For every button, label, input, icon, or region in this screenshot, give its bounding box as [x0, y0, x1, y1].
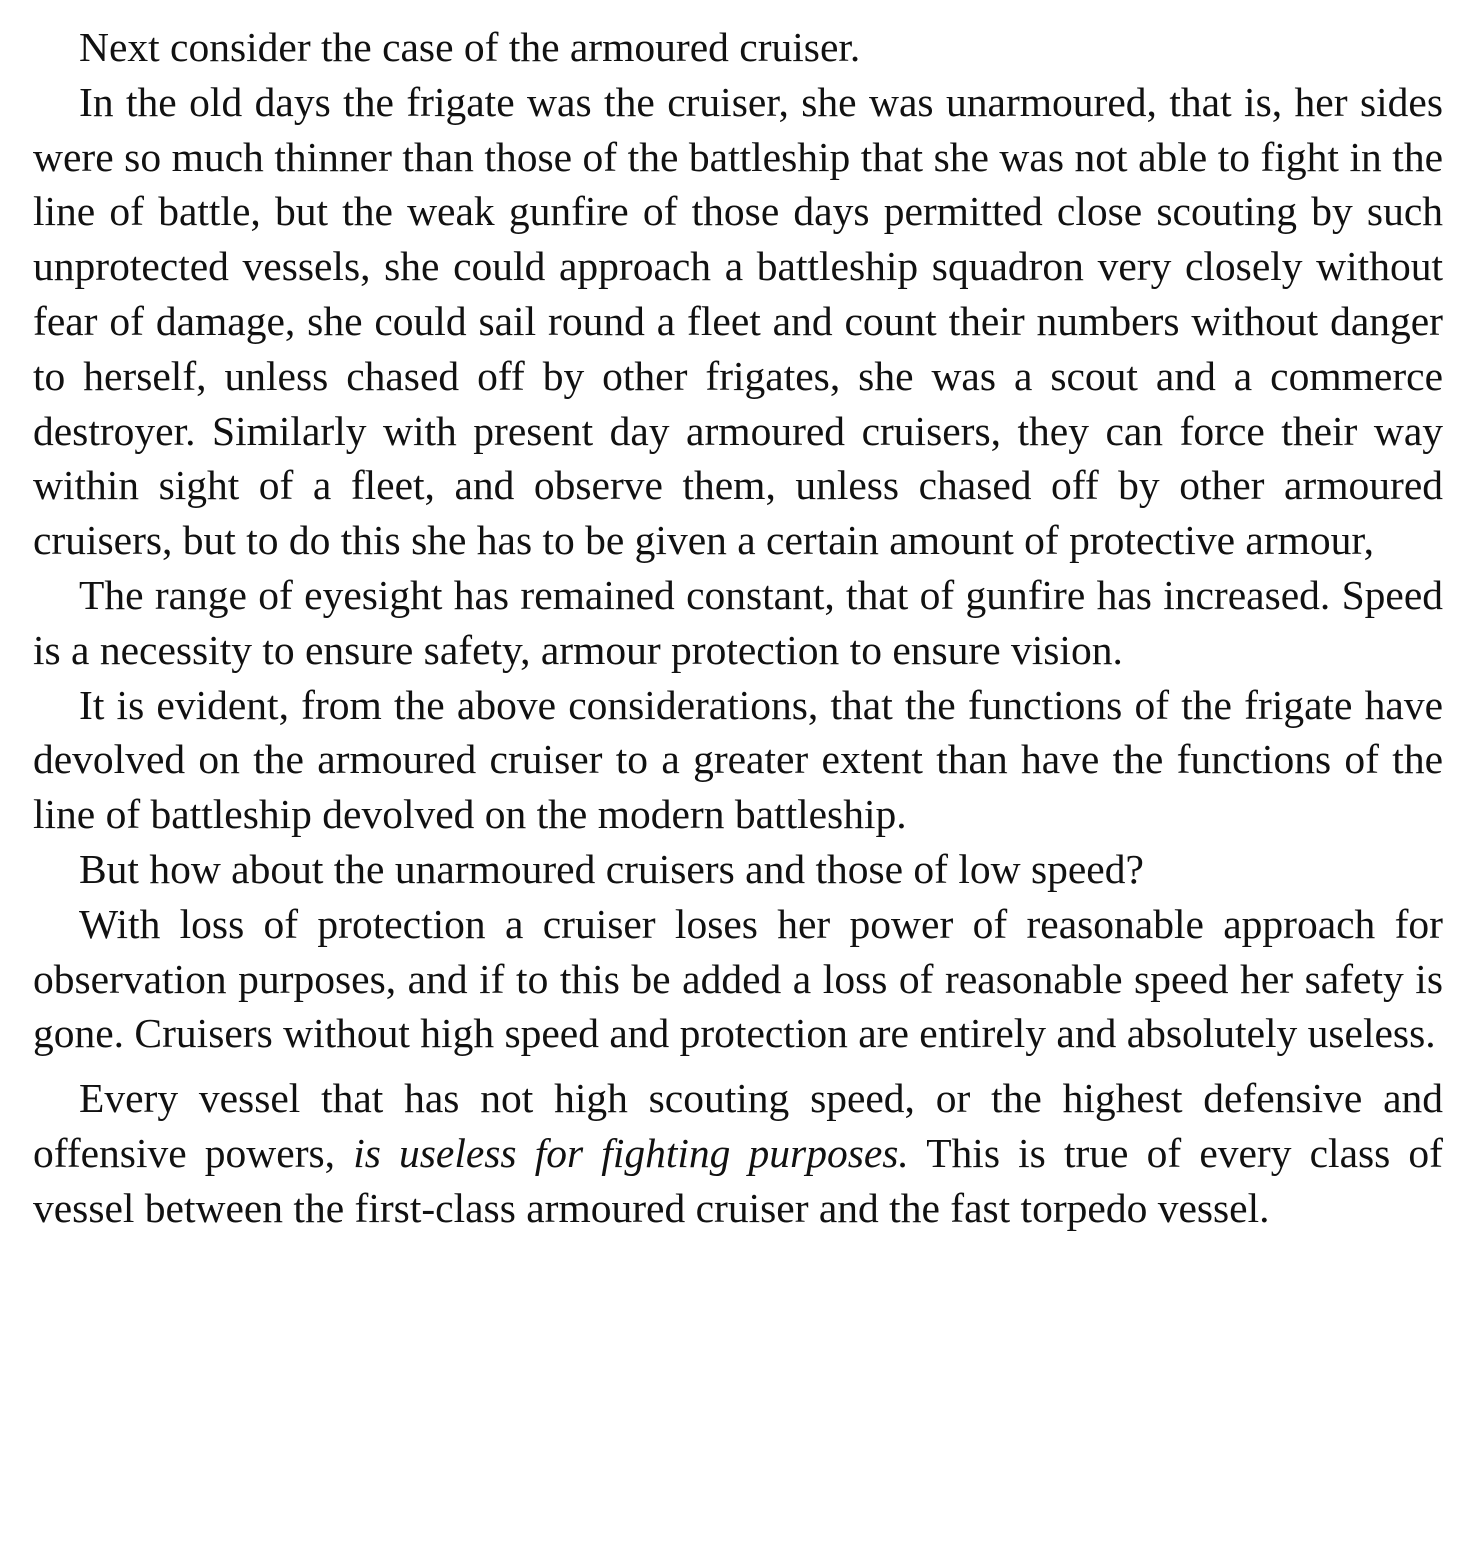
- paragraph-intro: Next consider the case of the armoured cruiser.: [79, 24, 861, 70]
- paragraph-question: But how about the unarmoured cruisers and those of low speed?: [79, 845, 1144, 892]
- conclusion-text-after: This is true of every class of vessel between the first-class armoured cruiser and the fast torpedo vessel.: [33, 1129, 1444, 1231]
- paragraph-functions: It is evident, from the above considerations, that the functions of the frigate have devolved on the armoured cruiser to a greater extent than have the functions of the line of battleship devolved on the modern battleship.: [33, 681, 1443, 838]
- paragraph-protection: With loss of protection a cruiser loses her power of reasonable approach for observation purposes, and if to this be added a loss of reasonable speed her safety is gone. Cruisers without high speed and protection are entirely and absolutely useless.: [33, 900, 1443, 1057]
- paragraph-conclusion: [33, 1071, 1443, 1235]
- conclusion-text-before: Every vessel that has not high scouting speed, or the highest defensive and offensive powers,: [33, 1075, 1443, 1176]
- conclusion-emphasis: is useless for fighting purposes.: [353, 1129, 909, 1176]
- paragraph-frigate: In the old days the frigate was the cruiser, she was unarmoured, that is, her sides were so much thinner than those of the battleship that she was not able to fight in the line of battle, but the weak gunfire of those days permitted close scouting by such unprotected vessels, she could approach a battleship squadron very closely without fear of damage, she could sail round a fleet and count their numbers without danger to herself, unless chased off by other frigates, she was a scout and a commerce destroyer. Similarly with present day armoured cruisers, they can force their way within sight of a fleet, and observe them, unless chased off by other armoured cruisers, but to do this she has to be given a certain amount of protective armour,: [33, 78, 1443, 564]
- document-page: [33, 20, 1443, 1236]
- paragraph-eyesight: The range of eyesight has remained constant, that of gunfire has increased. Speed is a necessity to ensure safety, armour protection to ensure vision.: [33, 571, 1443, 673]
